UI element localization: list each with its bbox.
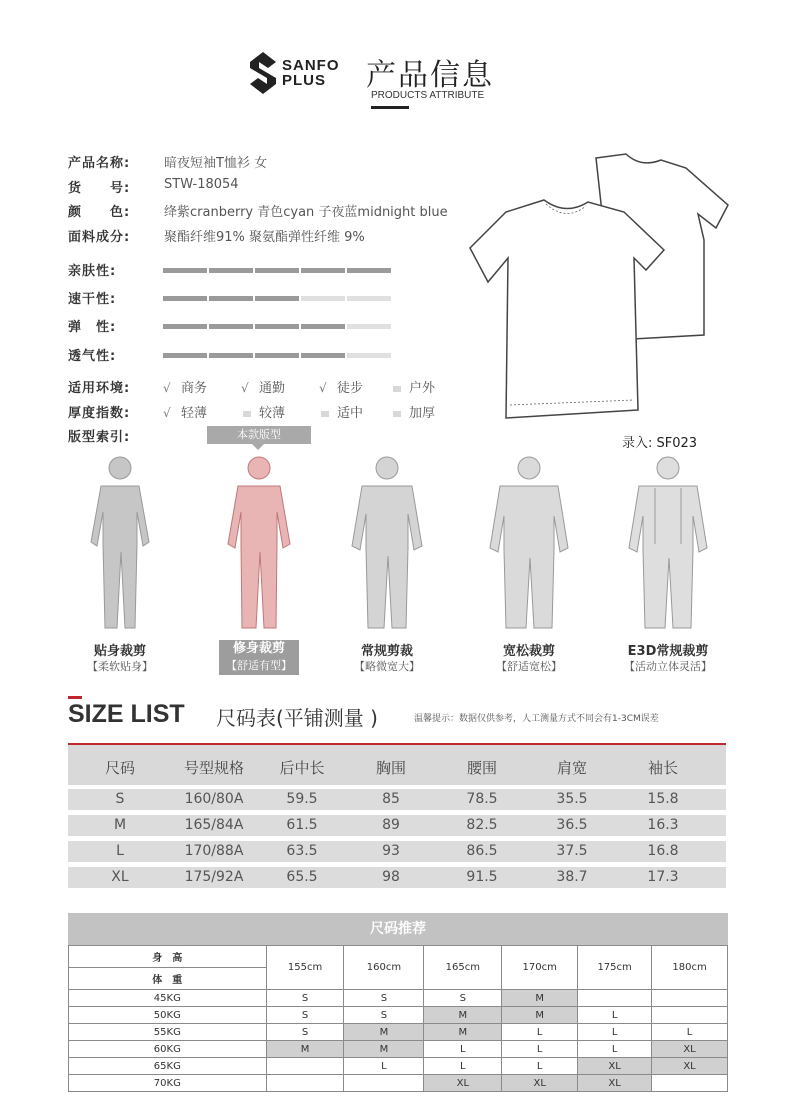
fit-title: E3D常规裁剪: [627, 644, 709, 659]
body-figure-icon: [486, 452, 572, 634]
table-row: [69, 1041, 728, 1058]
fit-title: 常规剪裁: [360, 644, 413, 659]
size-cell: 91.5: [466, 869, 498, 885]
thickness-option: √ 轻薄: [163, 406, 208, 421]
meter-segment: [163, 268, 207, 273]
unchecked-box-icon: [241, 406, 259, 421]
size-header-cell: 袖长: [647, 759, 678, 777]
meter-segment: [301, 296, 345, 301]
unchecked-box-icon: [391, 406, 409, 421]
meter-segment: [347, 296, 391, 301]
size-rec-cell: XL: [502, 1075, 578, 1092]
size-rec-cell: [652, 1075, 728, 1092]
sku-label: 货 号:: [68, 181, 131, 196]
meter-segment: [255, 296, 299, 301]
weight-cell: 60KG: [69, 1041, 267, 1058]
size-rec-cell: L: [578, 1041, 652, 1058]
size-table-header: [68, 745, 726, 785]
height-cell: 175cm: [578, 946, 652, 990]
weight-cell: 50KG: [69, 1007, 267, 1024]
weight-label: 体 重: [69, 968, 267, 990]
size-rec-cell: S: [344, 1007, 424, 1024]
height-cell: 155cm: [266, 946, 344, 990]
title-underline: [371, 106, 409, 109]
fit-desc: 【舒适宽松】: [496, 660, 562, 673]
unchecked-box-icon: [319, 406, 337, 421]
size-rec-cell: S: [266, 1007, 344, 1024]
size-cell: 165/84A: [184, 817, 244, 833]
size-rec-cell: S: [344, 990, 424, 1007]
fit-type: [204, 450, 314, 680]
size-rec-cell: S: [266, 1024, 344, 1041]
size-rec-cell: [266, 1075, 344, 1092]
fit-type: [474, 450, 584, 680]
skin-meter: [163, 268, 392, 273]
meter-segment: [163, 353, 207, 358]
size-header-cell: 后中长: [279, 759, 325, 777]
logo-text: SANFO PLUS: [282, 57, 340, 89]
product-name-label: 产品名称:: [68, 156, 131, 171]
size-cell: 78.5: [466, 791, 498, 807]
table-row: [69, 990, 728, 1007]
fit-index-label: 版型索引:: [68, 430, 131, 445]
size-header-cell: 尺码: [104, 759, 135, 777]
fabric-value: 聚酯纤维91% 聚氨酯弹性纤维 9%: [164, 230, 365, 245]
size-rec-cell: XL: [652, 1058, 728, 1075]
fit-desc: 【柔软贴身】: [87, 660, 153, 673]
size-rec-cell: L: [424, 1041, 502, 1058]
size-accent-mark: [68, 696, 82, 699]
size-rec-cell: L: [502, 1024, 578, 1041]
meter-segment: [209, 353, 253, 358]
size-rec-cell: M: [424, 1007, 502, 1024]
size-cell: 86.5: [466, 843, 498, 859]
meter-segment: [209, 324, 253, 329]
fabric-label: 面料成分:: [68, 230, 131, 245]
size-rec-cell: [652, 990, 728, 1007]
size-cell: 37.5: [556, 843, 588, 859]
size-cell: 16.3: [647, 817, 679, 833]
size-cell: 85: [382, 791, 400, 807]
env-option: √ 徒步: [319, 381, 364, 396]
breath-meter: [163, 353, 392, 358]
body-figure-icon: [216, 452, 302, 634]
tshirt-illustration: [466, 150, 736, 425]
size-cell: XL: [111, 869, 129, 885]
size-rec-cell: M: [266, 1041, 344, 1058]
size-rec-cell: L: [502, 1041, 578, 1058]
fit-type: [332, 450, 442, 680]
size-rec-cell: M: [344, 1024, 424, 1041]
size-list-title: SIZE LIST: [68, 700, 185, 728]
weight-cell: 45KG: [69, 990, 267, 1007]
unchecked-box-icon: [391, 381, 409, 396]
environment-label: 适用环境:: [68, 381, 131, 396]
sku-value: STW-18054: [164, 177, 239, 192]
size-row: [68, 867, 726, 888]
breath-label: 透气性:: [68, 349, 117, 364]
size-rec-cell: L: [578, 1007, 652, 1024]
weight-cell: 70KG: [69, 1075, 267, 1092]
height-cell: 180cm: [652, 946, 728, 990]
size-cell: 61.5: [286, 817, 318, 833]
size-cell: 15.8: [647, 791, 679, 807]
height-cell: 160cm: [344, 946, 424, 990]
body-figure-icon: [625, 452, 711, 634]
size-cell: L: [116, 843, 124, 859]
size-rec-cell: XL: [578, 1058, 652, 1075]
thickness-option: 较薄: [241, 402, 285, 421]
fit-title: 宽松裁剪: [502, 644, 555, 659]
recommend-table: [68, 945, 728, 1092]
size-cell: 36.5: [556, 817, 588, 833]
page-subtitle: PRODUCTS ATTRIBUTE: [371, 90, 485, 101]
meter-segment: [209, 296, 253, 301]
size-rec-cell: M: [502, 1007, 578, 1024]
table-row: [69, 1058, 728, 1075]
color-label: 颜 色:: [68, 205, 131, 220]
meter-segment: [255, 324, 299, 329]
size-row: [68, 841, 726, 862]
thickness-option: 加厚: [391, 402, 435, 421]
sanfo-logo: [246, 50, 356, 96]
size-cell: 65.5: [286, 869, 318, 885]
size-cell: 170/88A: [184, 843, 244, 859]
size-rec-cell: L: [344, 1058, 424, 1075]
fit-desc: 【略微宽大】: [354, 660, 420, 673]
fit-title: 贴身裁剪: [93, 644, 146, 659]
size-cell: 38.7: [556, 869, 588, 885]
meter-segment: [301, 324, 345, 329]
size-rec-cell: M: [502, 990, 578, 1007]
size-rec-cell: [652, 1007, 728, 1024]
sanfo-s-icon: [246, 50, 280, 96]
elastic-label: 弹 性:: [68, 320, 117, 335]
size-header-cell: 腰围: [466, 759, 497, 777]
size-rec-cell: XL: [578, 1075, 652, 1092]
size-cell: M: [113, 817, 127, 833]
size-cell: 160/80A: [184, 791, 244, 807]
size-rec-cell: [578, 990, 652, 1007]
size-rec-cell: M: [344, 1041, 424, 1058]
elastic-meter: [163, 324, 392, 329]
check-icon: √: [241, 381, 249, 395]
body-figure-icon: [344, 452, 430, 634]
size-row: [68, 815, 726, 836]
fit-desc: 【舒适有型】: [219, 657, 299, 675]
env-option: 户外: [391, 377, 435, 396]
size-cell: 89: [382, 817, 400, 833]
table-row: [69, 1075, 728, 1092]
thickness-label: 厚度指数:: [68, 406, 131, 421]
size-cell: 175/92A: [184, 869, 244, 885]
size-cell: S: [115, 791, 125, 807]
meter-segment: [163, 324, 207, 329]
weight-cell: 65KG: [69, 1058, 267, 1075]
current-fit-tag: 本款版型: [207, 426, 311, 444]
table-row: [69, 1007, 728, 1024]
size-list-subtitle: 尺码表(平铺测量 ): [216, 706, 378, 730]
meter-segment: [301, 353, 345, 358]
size-rec-cell: M: [424, 1024, 502, 1041]
size-rec-cell: XL: [424, 1075, 502, 1092]
size-header-cell: 胸围: [375, 759, 406, 777]
size-rec-cell: S: [266, 990, 344, 1007]
size-header-cell: 号型规格: [183, 759, 244, 777]
height-label: 身 高: [69, 946, 267, 968]
check-icon: √: [163, 381, 171, 395]
size-rec-cell: S: [424, 990, 502, 1007]
recommend-title: 尺码推荐: [68, 913, 728, 945]
size-rec-cell: L: [424, 1058, 502, 1075]
size-rec-cell: [266, 1058, 344, 1075]
thickness-option: 适中: [319, 402, 363, 421]
size-rec-cell: L: [502, 1058, 578, 1075]
fit-type: [613, 450, 723, 680]
fit-title: 修身裁剪: [219, 640, 299, 657]
env-option: √ 商务: [163, 381, 208, 396]
table-row: [69, 1024, 728, 1041]
check-icon: √: [319, 381, 327, 395]
size-rec-cell: [344, 1075, 424, 1092]
page-title: 产品信息: [366, 58, 494, 93]
entry-code: 录入: SF023: [622, 436, 698, 451]
size-rec-cell: XL: [652, 1041, 728, 1058]
fit-desc: 【活动立体灵活】: [624, 660, 712, 673]
quickdry-label: 速干性:: [68, 292, 117, 307]
size-cell: 16.8: [647, 843, 679, 859]
size-rec-cell: L: [578, 1024, 652, 1041]
meter-segment: [255, 353, 299, 358]
size-row: [68, 789, 726, 810]
check-icon: √: [163, 406, 171, 420]
env-option: √ 通勤: [241, 381, 286, 396]
meter-segment: [347, 268, 391, 273]
size-cell: 35.5: [556, 791, 588, 807]
table-row: [69, 946, 728, 968]
size-cell: 82.5: [466, 817, 498, 833]
fit-type: [65, 450, 175, 680]
meter-segment: [163, 296, 207, 301]
quickdry-meter: [163, 296, 392, 301]
height-cell: 170cm: [502, 946, 578, 990]
product-name-value: 暗夜短袖T恤衫 女: [164, 156, 268, 171]
size-cell: 59.5: [286, 791, 318, 807]
size-list-note: 温馨提示：数据仅供参考，人工测量方式不同会有1-3CM误差: [414, 714, 659, 724]
meter-segment: [301, 268, 345, 273]
meter-segment: [209, 268, 253, 273]
size-cell: 93: [382, 843, 400, 859]
color-value: 绛紫cranberry 青色cyan 子夜蓝midnight blue: [164, 205, 448, 220]
weight-cell: 55KG: [69, 1024, 267, 1041]
meter-segment: [347, 324, 391, 329]
size-rec-cell: L: [652, 1024, 728, 1041]
size-cell: 98: [382, 869, 400, 885]
size-cell: 63.5: [286, 843, 318, 859]
skin-label: 亲肤性:: [68, 264, 117, 279]
height-cell: 165cm: [424, 946, 502, 990]
meter-segment: [255, 268, 299, 273]
meter-segment: [347, 353, 391, 358]
body-figure-icon: [77, 452, 163, 634]
size-header-cell: 肩宽: [556, 759, 587, 777]
size-cell: 17.3: [647, 869, 679, 885]
